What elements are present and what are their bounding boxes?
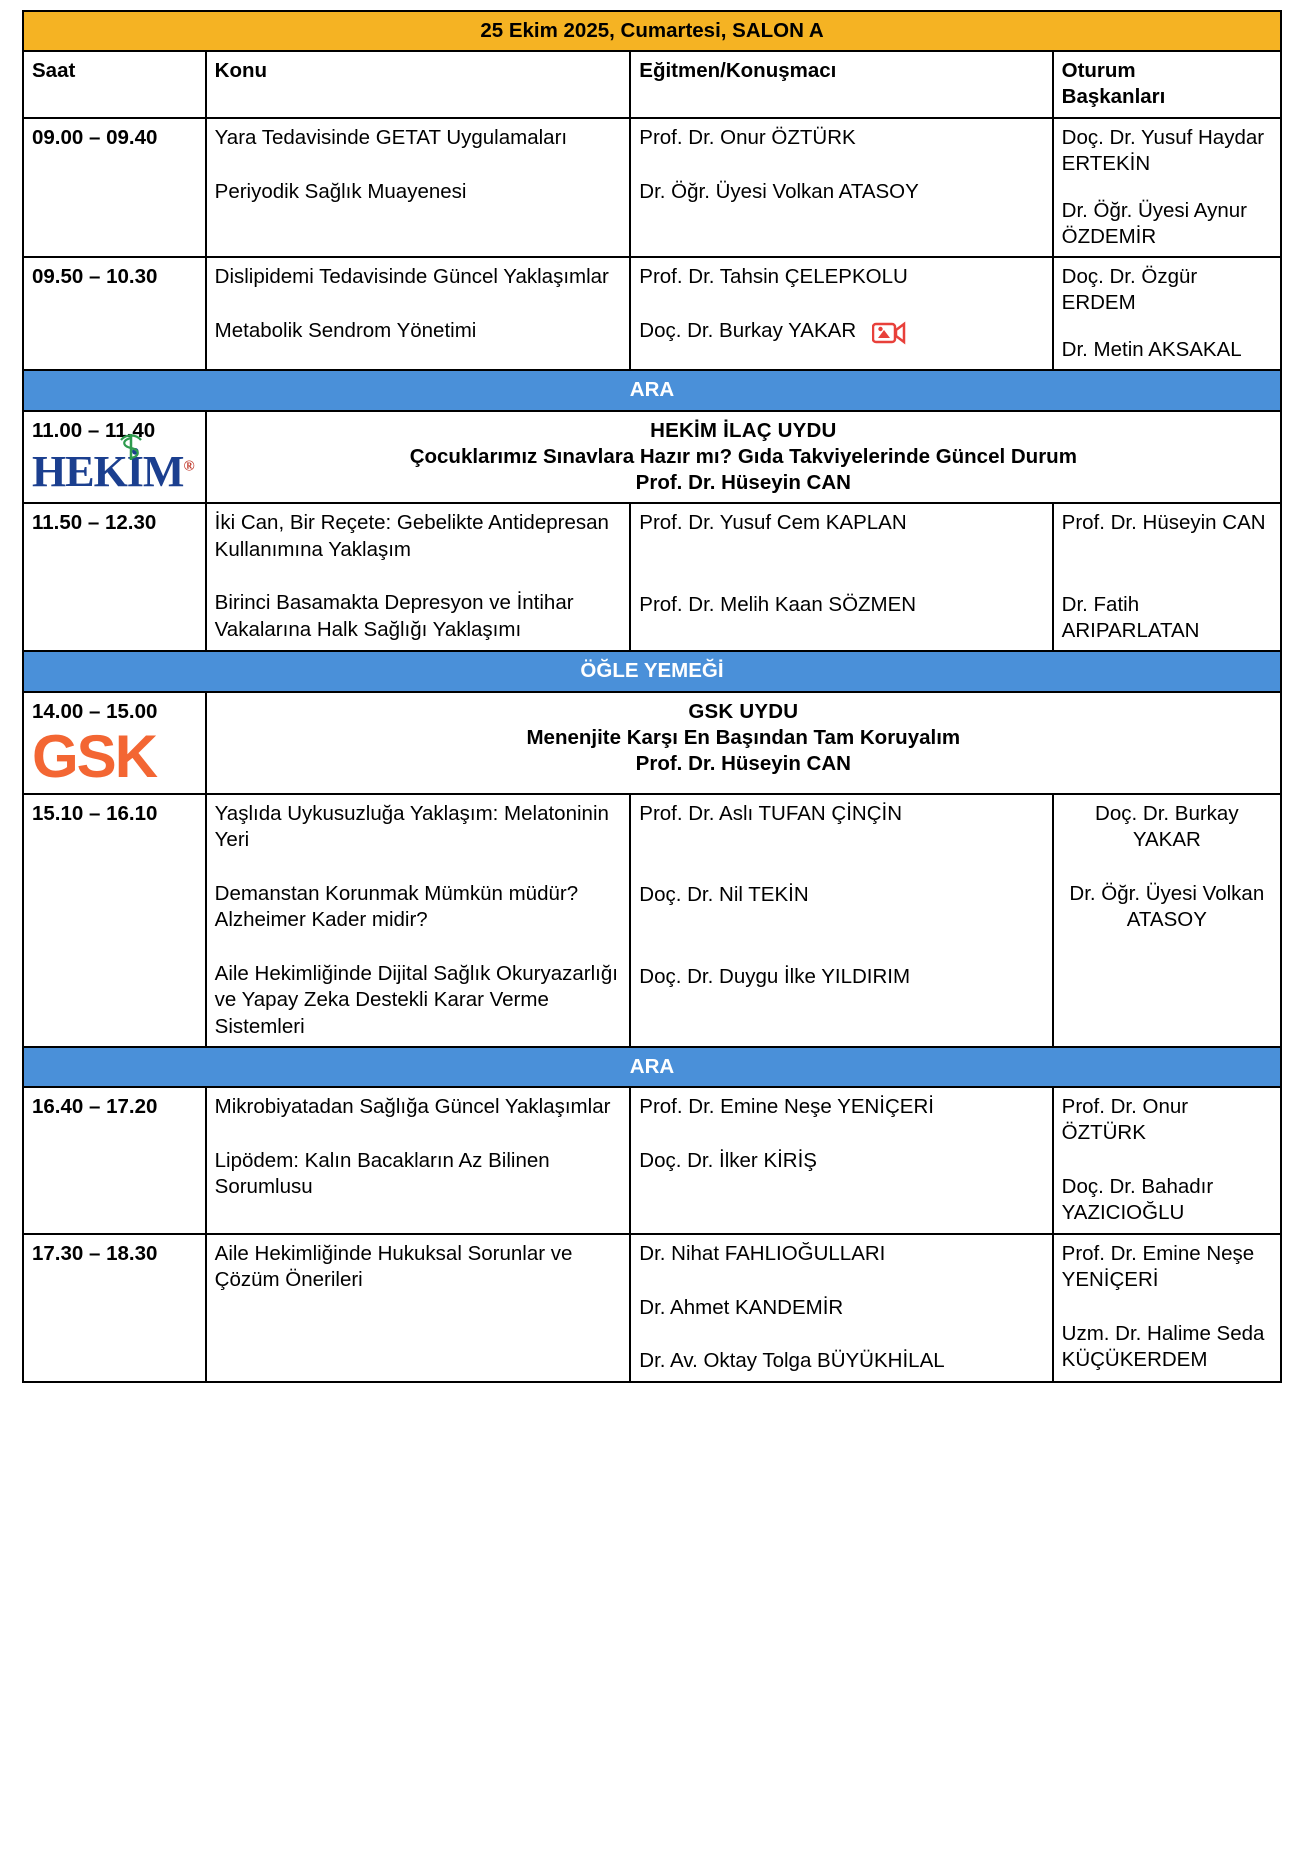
table-row (23, 118, 1281, 257)
session-speaker-2: Doç. Dr. Nil TEKİN (639, 883, 809, 907)
session-chairs (1053, 1087, 1281, 1234)
session-topic-2: Metabolik Sendrom Yönetimi (214, 319, 477, 343)
session-speaker-1: Prof. Dr. Onur ÖZTÜRK (639, 125, 856, 149)
hekim-logo-text: HEKİM (32, 446, 184, 496)
session-topic-1: Dislipidemi Tedavisinde Güncel Yaklaşımlar (214, 265, 609, 289)
session-topic-1: İki Can, Bir Reçete: Gebelikte Antidepresan Kullanımına Yaklaşım (214, 511, 609, 561)
session-speaker-2: Doç. Dr. Burkay YAKAR (639, 319, 857, 343)
session-topic-1: Yara Tedavisinde GETAT Uygulamaları (214, 125, 568, 149)
hekim-logo (32, 446, 194, 496)
table-row (23, 1087, 1281, 1234)
session-chair-1: Prof. Dr. Hüseyin CAN (1061, 511, 1266, 535)
session-topic-1: Mikrobiyatadan Sağlığa Güncel Yaklaşımlar (214, 1095, 611, 1119)
column-header-topic: Konu (206, 51, 631, 117)
hekim-logo-registered: ® (183, 458, 194, 475)
session-speaker-2: Doç. Dr. İlker KİRİŞ (639, 1148, 817, 1172)
column-header-chairs-line2: Başkanları (1061, 85, 1166, 109)
session-speakers (630, 118, 1052, 257)
satellite-title: GSK UYDU (688, 699, 799, 723)
break-label: ARA (23, 1047, 1281, 1087)
session-speakers (630, 503, 1052, 651)
session-chair-2: Dr. Metin AKSAKAL (1061, 338, 1242, 362)
session-chair-1: Doç. Dr. Yusuf Haydar ERTEKİN (1061, 125, 1265, 175)
session-time: 11.50 – 12.30 (23, 503, 206, 651)
page-title: 25 Ekim 2025, Cumartesi, SALON A (23, 11, 1281, 51)
gsk-logo: GSK (32, 722, 157, 790)
session-speakers (630, 794, 1052, 1047)
column-header-speaker: Eğitmen/Konuşmacı (630, 51, 1052, 117)
session-time: 14.00 – 15.00 (32, 699, 158, 723)
session-speaker-1: Prof. Dr. Aslı TUFAN ÇİNÇİN (639, 801, 903, 825)
session-speaker-2: Prof. Dr. Melih Kaan SÖZMEN (639, 592, 917, 616)
session-chair-1: Prof. Dr. Emine Neşe YENİÇERİ (1061, 1241, 1255, 1291)
session-speakers (630, 1234, 1052, 1382)
session-topic-2: Lipödem: Kalın Bacakların Az Bilinen Sorumlusu (214, 1148, 550, 1199)
session-chair-1: Doç. Dr. Özgür ERDEM (1061, 265, 1198, 315)
caduceus-icon (118, 426, 144, 456)
satellite-subtitle: Menenjite Karşı En Başından Tam Koruyalım (526, 725, 961, 749)
session-topics (206, 794, 631, 1047)
session-speaker-3: Doç. Dr. Duygu İlke YILDIRIM (639, 964, 911, 988)
session-chair-2: Uzm. Dr. Halime Seda KÜÇÜKERDEM (1061, 1321, 1265, 1371)
session-chair-2: Doç. Dr. Bahadır YAZICIOĞLU (1061, 1175, 1214, 1225)
session-time: 09.00 – 09.40 (23, 118, 206, 257)
column-header-time: Saat (23, 51, 206, 117)
session-speaker-2: Dr. Ahmet KANDEMİR (639, 1295, 844, 1319)
table-row (23, 794, 1281, 1047)
session-topics (206, 503, 631, 651)
session-chairs (1053, 1234, 1281, 1382)
session-chairs (1053, 257, 1281, 370)
satellite-title: HEKİM İLAÇ UYDU (650, 418, 837, 442)
session-time: 09.50 – 10.30 (23, 257, 206, 370)
session-chair-2: Dr. Öğr. Üyesi Volkan ATASOY (1069, 881, 1265, 932)
session-topics (206, 1087, 631, 1234)
session-topic-1: Aile Hekimliğinde Hukuksal Sorunlar ve Çözüm Önerileri (214, 1241, 573, 1291)
session-speakers (630, 257, 1052, 370)
session-time: 17.30 – 18.30 (23, 1234, 206, 1382)
column-header-chairs (1053, 51, 1281, 117)
session-topics (206, 118, 631, 257)
session-speaker-2-wrap (639, 318, 1043, 345)
satellite-speaker: Prof. Dr. Hüseyin CAN (635, 752, 851, 776)
break-row (23, 370, 1281, 410)
satellite-speaker: Prof. Dr. Hüseyin CAN (635, 471, 851, 495)
session-speaker-1: Prof. Dr. Emine Neşe YENİÇERİ (639, 1095, 934, 1119)
session-topic-1: Yaşlıda Uykusuzluğa Yaklaşım: Melatoninin Yeri (214, 801, 609, 852)
session-topic-2: Birinci Basamakta Depresyon ve İntihar Vakalarına Halk Sağlığı Yaklaşımı (214, 591, 574, 641)
lunch-label: ÖĞLE YEMEĞİ (23, 651, 1281, 691)
session-chair-2: Dr. Öğr. Üyesi Aynur ÖZDEMİR (1061, 198, 1247, 248)
lunch-row (23, 651, 1281, 691)
session-chair-1: Prof. Dr. Onur ÖZTÜRK (1061, 1095, 1189, 1145)
table-row (23, 1234, 1281, 1382)
session-speaker-3: Dr. Av. Oktay Tolga BÜYÜKHİLAL (639, 1349, 945, 1373)
session-topic-2: Periyodik Sağlık Muayenesi (214, 179, 467, 203)
satellite-subtitle: Çocuklarımız Sınavlara Hazır mı? Gıda Takviyelerinde Güncel Durum (409, 444, 1077, 468)
column-header-row (23, 51, 1281, 117)
break-row (23, 1047, 1281, 1087)
session-speaker-1: Dr. Nihat FAHLIOĞULLARI (639, 1241, 886, 1265)
satellite-time-and-logo (23, 411, 206, 504)
table-row (23, 257, 1281, 370)
session-speaker-2: Dr. Öğr. Üyesi Volkan ATASOY (639, 179, 919, 203)
session-topic-2: Demanstan Korunmak Mümkün müdür? Alzheimer Kader midir? (214, 881, 579, 932)
satellite-symposium-row (23, 411, 1281, 504)
satellite-content (206, 692, 1281, 794)
session-topic-3: Aile Hekimliğinde Dijital Sağlık Okuryazarlığı ve Yapay Zeka Destekli Karar Verme Sistemleri (214, 962, 618, 1038)
session-chairs (1053, 503, 1281, 651)
session-time: 11.00 – 11.40 (32, 418, 156, 442)
session-speakers (630, 1087, 1052, 1234)
session-topics (206, 257, 631, 370)
satellite-time-and-logo (23, 692, 206, 794)
satellite-content (206, 411, 1281, 504)
column-header-chairs-line1: Oturum (1061, 59, 1136, 83)
session-time: 16.40 – 17.20 (23, 1087, 206, 1234)
session-speaker-1: Prof. Dr. Yusuf Cem KAPLAN (639, 511, 907, 535)
table-header-row (23, 11, 1281, 51)
session-chair-1: Doç. Dr. Burkay YAKAR (1095, 801, 1239, 852)
break-label: ARA (23, 370, 1281, 410)
session-topics (206, 1234, 631, 1382)
session-chairs (1053, 794, 1281, 1047)
satellite-symposium-row (23, 692, 1281, 794)
table-row (23, 503, 1281, 651)
session-speaker-1: Prof. Dr. Tahsin ÇELEPKOLU (639, 265, 908, 289)
session-chair-2: Dr. Fatih ARIPARLATAN (1061, 592, 1200, 643)
session-chairs (1053, 118, 1281, 257)
video-camera-icon (872, 319, 906, 345)
session-time: 15.10 – 16.10 (23, 794, 206, 1047)
schedule-table (22, 10, 1282, 1383)
